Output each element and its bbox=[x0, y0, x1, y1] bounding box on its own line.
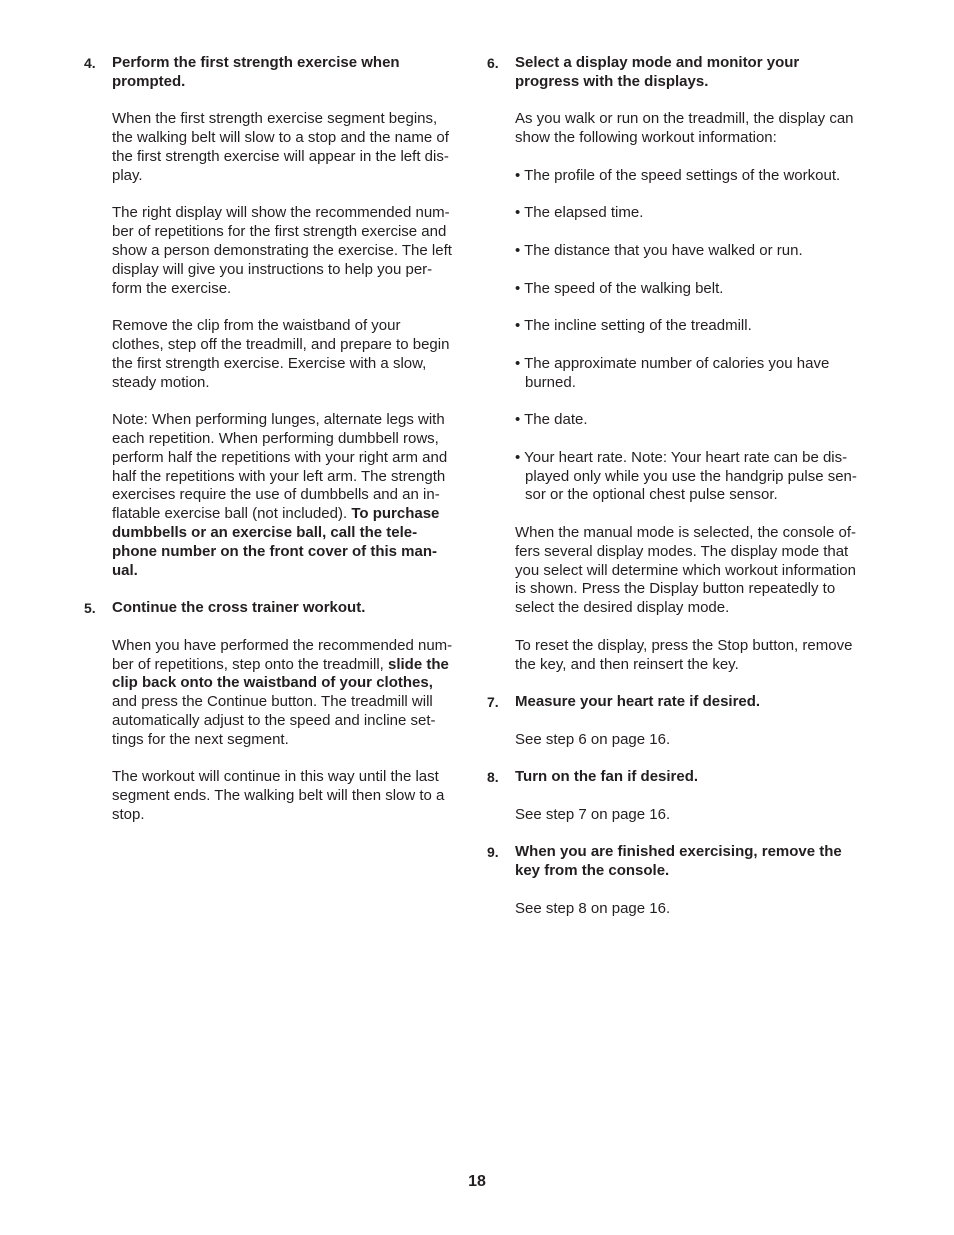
step-heading: Turn on the fan if desired. bbox=[515, 768, 699, 786]
step-5 bbox=[84, 599, 474, 825]
step-8 bbox=[487, 768, 877, 824]
paragraph: Remove the clip from the waistband of your clothes, step off the treadmill, and prepare to begin the first strength exercise. Exercise with a slow, steady motion. bbox=[112, 317, 450, 391]
bullet-item: • The profile of the speed settings of the workout. bbox=[515, 166, 841, 184]
bullet-item: • The distance that you have walked or run. bbox=[515, 241, 803, 259]
step-number: 9. bbox=[487, 844, 499, 861]
paragraph: To reset the display, press the Stop button, remove the key, and then reinsert the key. bbox=[515, 636, 853, 673]
step-number: 8. bbox=[487, 769, 499, 786]
bullet-item: • The approximate number of calories you have burned. bbox=[515, 354, 830, 391]
paragraph: When the first strength exercise segment begins, the walking belt will slow to a stop and the name of the first strength exercise will appear in the left dis- play. bbox=[112, 110, 449, 184]
paragraph: See step 6 on page 16. bbox=[515, 730, 671, 748]
bullet-item: • The incline setting of the treadmill. bbox=[515, 317, 752, 335]
paragraph: When you have performed the recommended num- ber of repetitions, step onto the treadmill, slide the clip back onto the waistband of your clothes, and press the Continue button. The treadmill will automatically adjust to the speed and incline set- tings for the next segment. bbox=[112, 636, 453, 748]
left-column bbox=[84, 54, 474, 843]
step-heading: Continue the cross trainer workout. bbox=[112, 599, 366, 617]
step-heading: Perform the first strength exercise when prompted. bbox=[112, 54, 400, 90]
step-number: 4. bbox=[84, 55, 96, 71]
step-4 bbox=[84, 54, 474, 580]
paragraph: As you walk or run on the treadmill, the display can show the following workout information: bbox=[515, 110, 854, 147]
step-heading: When you are finished exercising, remove the key from the console. bbox=[515, 843, 842, 880]
step-6 bbox=[487, 54, 877, 674]
bullet-item: • The elapsed time. bbox=[515, 204, 644, 222]
paragraph: See step 7 on page 16. bbox=[515, 805, 671, 823]
paragraph: See step 8 on page 16. bbox=[515, 899, 671, 917]
paragraph: The right display will show the recommended num- ber of repetitions for the first strength exercise and show a person demonstrating the exercise. The left display will give you instructions to help you per- form the exercise. bbox=[112, 204, 452, 297]
note-paragraph: Note: When performing lunges, alternate legs with each repetition. When performing dumbbell rows, perform half the repetitions with your right arm and half the repetitions with your left arm. The strength exercises require the use of dumbbells and an in- flatable exercise ball (not included). To purchase dumbbells or an exercise ball, call the tele- phone number on the front cover of this man- ual. bbox=[112, 411, 448, 579]
paragraph: When the manual mode is selected, the console of- fers several display modes. The display mode that you select will determine which workout information is shown. Press the Display button repeatedly to select the desired display mode. bbox=[515, 523, 857, 617]
step-number: 5. bbox=[84, 600, 96, 617]
step-7 bbox=[487, 693, 877, 749]
step-number: 6. bbox=[487, 55, 499, 71]
bullet-item: • Your heart rate. Note: Your heart rate can be dis- played only while you use the handgrip pulse sen- sor or the optional chest pulse sensor. bbox=[515, 448, 857, 504]
step-heading: Measure your heart rate if desired. bbox=[515, 693, 761, 711]
right-column bbox=[487, 54, 877, 937]
bullet-item: • The speed of the walking belt. bbox=[515, 279, 724, 297]
step-heading: Select a display mode and monitor your progress with the displays. bbox=[515, 54, 800, 90]
bullet-item: • The date. bbox=[515, 411, 588, 429]
paragraph: The workout will continue in this way until the last segment ends. The walking belt will then slow to a stop. bbox=[112, 768, 445, 823]
page-number: 18 bbox=[468, 1173, 486, 1190]
step-9 bbox=[487, 843, 877, 918]
step-number: 7. bbox=[487, 694, 499, 711]
